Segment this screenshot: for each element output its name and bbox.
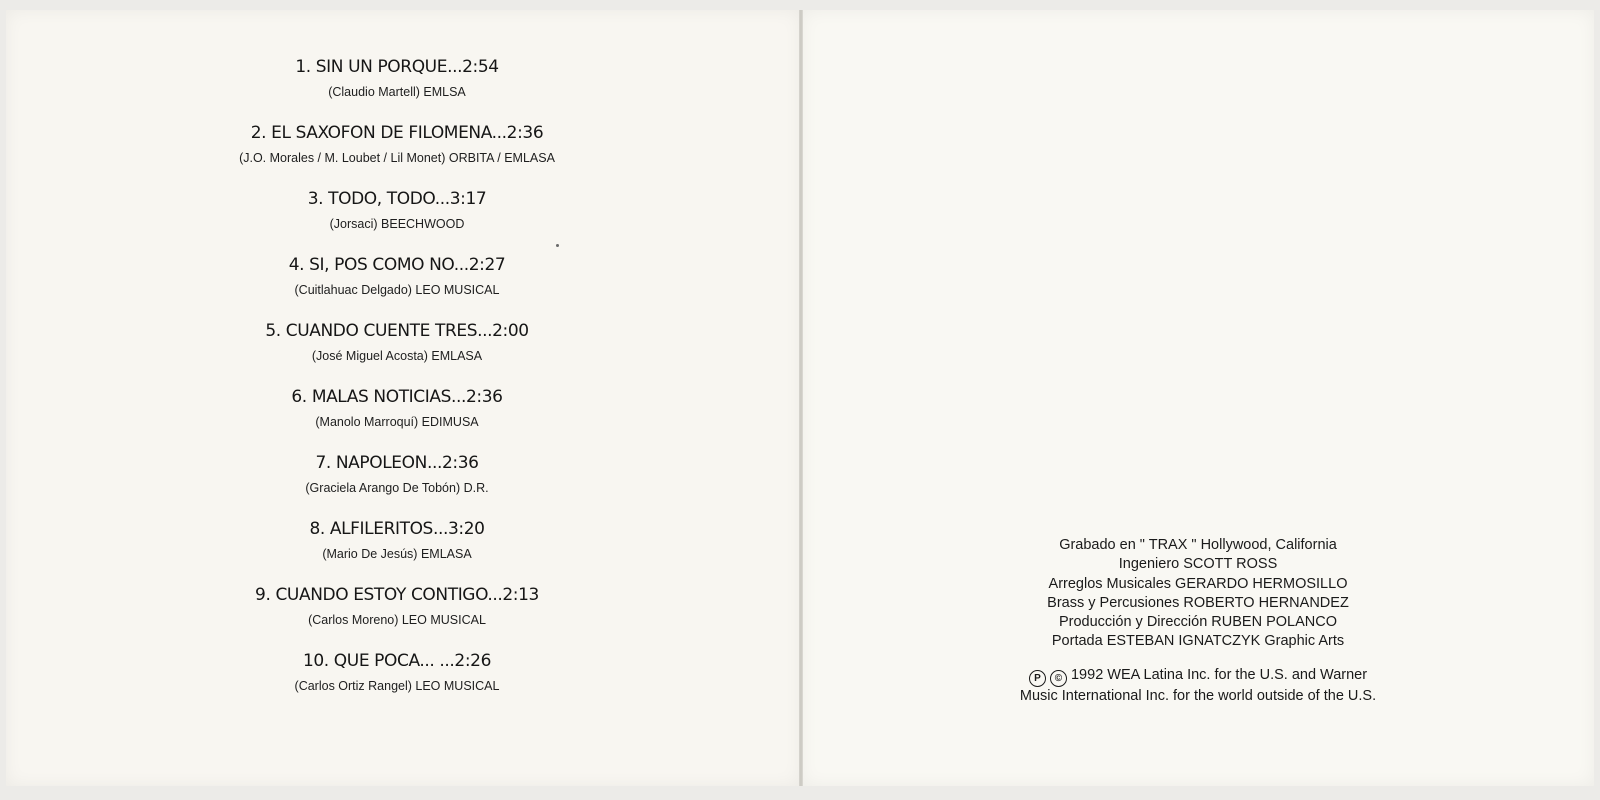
track-item — [0, 187, 794, 253]
copyright-text-1: 1992 WEA Latina Inc. for the U.S. and Warner — [1066, 666, 1368, 683]
copyright-line-2: Music International Inc. for the world outside of the U.S. — [1019, 687, 1377, 704]
track-credit: (Graciela Arango De Tobón) D.R. — [305, 481, 489, 495]
track-title: 2. EL SAXOFON DE FILOMENA...2:36 — [250, 123, 544, 143]
track-title: 8. ALFILERITOS...3:20 — [309, 519, 485, 539]
phonogram-symbol: P — [1029, 670, 1046, 687]
copyright-symbol: © — [1050, 670, 1067, 687]
copyright-line-1 — [802, 666, 1594, 687]
track-item — [0, 451, 794, 517]
track-title: 6. MALAS NOTICIAS...2:36 — [291, 387, 503, 407]
track-item — [0, 385, 794, 451]
track-title: 9. CUANDO ESTOY CONTIGO...2:13 — [255, 585, 539, 605]
track-item — [0, 649, 794, 715]
credit-line: Arreglos Musicales GERARDO HERMOSILLO — [1048, 575, 1348, 592]
track-item — [0, 253, 794, 319]
track-item — [0, 583, 794, 649]
credit-line: Brass y Percusiones ROBERTO HERNANDEZ — [1047, 594, 1349, 611]
track-title: 3. TODO, TODO...3:17 — [307, 189, 487, 209]
copyright-notice — [802, 666, 1594, 706]
track-title: 5. CUANDO CUENTE TRES...2:00 — [265, 321, 529, 341]
production-credits — [802, 536, 1594, 706]
credit-line: Portada ESTEBAN IGNATCZYK Graphic Arts — [1051, 633, 1345, 650]
track-credit: (Carlos Moreno) LEO MUSICAL — [308, 613, 486, 627]
credit-line: Ingeniero SCOTT ROSS — [1118, 556, 1278, 573]
track-credit: (Cuitlahuac Delgado) LEO MUSICAL — [294, 283, 500, 297]
credit-line: Grabado en " TRAX " Hollywood, California — [1059, 537, 1337, 553]
track-credit: (José Miguel Acosta) EMLASA — [311, 349, 483, 363]
track-title: 1. SIN UN PORQUE...2:54 — [295, 57, 499, 77]
track-title: 4. SI, POS COMO NO...2:27 — [288, 255, 506, 275]
track-credit: (Jorsaci) BEECHWOOD — [329, 217, 465, 231]
track-title: 7. NAPOLEON...2:36 — [315, 453, 479, 473]
credit-lines — [802, 536, 1594, 652]
track-credit: (Claudio Martell) EMLSA — [328, 85, 466, 99]
track-credit: (Manolo Marroquí) EDIMUSA — [315, 415, 479, 429]
paper-speck — [556, 244, 559, 247]
track-credit: (J.O. Morales / M. Loubet / Lil Monet) ORBITA / EMLASA — [239, 151, 555, 165]
track-list — [0, 55, 794, 715]
track-item — [0, 517, 794, 583]
track-credit: (Carlos Ortiz Rangel) LEO MUSICAL — [294, 679, 500, 693]
track-item — [0, 121, 794, 187]
track-title: 10. QUE POCA... ...2:26 — [302, 651, 492, 671]
track-credit: (Mario De Jesús) EMLASA — [322, 547, 472, 561]
track-item — [0, 55, 794, 121]
track-item — [0, 319, 794, 385]
credit-line: Producción y Dirección RUBEN POLANCO — [1058, 614, 1337, 631]
